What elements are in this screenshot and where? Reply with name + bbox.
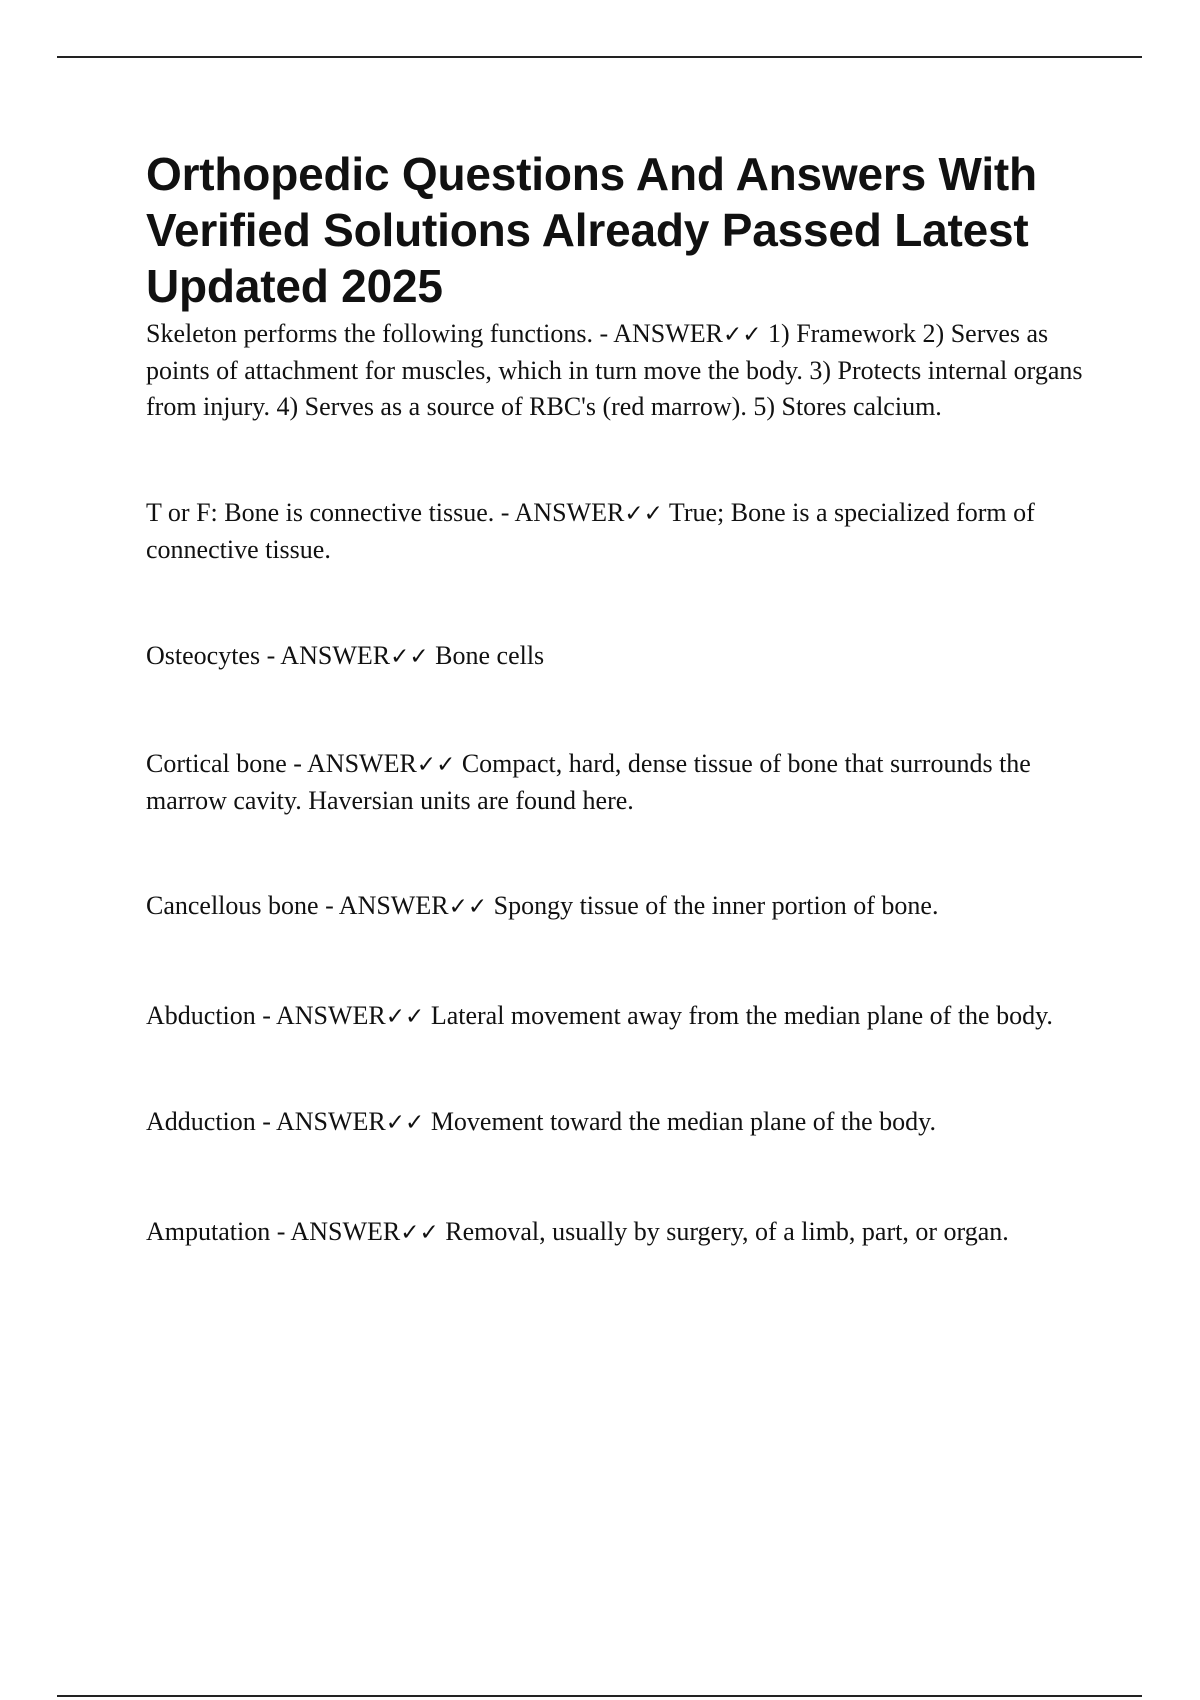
answer-text: True; Bone is a specialized form of connective tissue.: [146, 498, 1035, 564]
qa-item-5: [146, 888, 1096, 925]
qa-item-3: [146, 638, 1096, 675]
question-text: Osteocytes - ANSWER: [146, 641, 391, 670]
qa-item-1: [146, 316, 1096, 425]
checkmark-icon: ✓✓: [385, 1110, 425, 1136]
question-text: T or F: Bone is connective tissue. - ANSWER: [146, 498, 625, 527]
qa-item-6: [146, 998, 1096, 1035]
answer-text: 1) Framework 2) Serves as points of attachment for muscles, which in turn move the body. 3) Protects internal organs from injury. 4) Serves as a source of RBC's (red marrow). 5) Stores calcium.: [146, 319, 1083, 421]
checkmark-icon: ✓✓: [722, 322, 762, 348]
checkmark-icon: ✓✓: [390, 644, 429, 670]
question-text: Adduction - ANSWER: [146, 1107, 386, 1136]
checkmark-icon: ✓✓: [448, 894, 488, 920]
top-rule: [57, 56, 1142, 58]
qa-item-8: [146, 1214, 1096, 1251]
document-title: Orthopedic Questions And Answers With Verified Solutions Already Passed Latest Updated 2025: [146, 148, 1037, 312]
answer-text: Spongy tissue of the inner portion of bone.: [487, 891, 939, 920]
question-text: Cortical bone - ANSWER: [146, 749, 417, 778]
answer-text: Movement toward the median plane of the body.: [424, 1107, 936, 1136]
checkmark-icon: ✓✓: [385, 1004, 425, 1030]
qa-item-4: [146, 746, 1096, 819]
question-text: Abduction - ANSWER: [146, 1001, 386, 1030]
answer-text: Bone cells: [428, 641, 545, 670]
bottom-rule: [57, 1695, 1142, 1697]
question-text: Skeleton performs the following functions. - ANSWER: [146, 319, 723, 348]
question-text: Cancellous bone - ANSWER: [146, 891, 449, 920]
answer-text: Removal, usually by surgery, of a limb, part, or organ.: [438, 1217, 1009, 1246]
checkmark-icon: ✓✓: [400, 1220, 439, 1246]
document-body: [146, 146, 1096, 1251]
qa-item-2: [146, 495, 1096, 568]
checkmark-icon: ✓✓: [416, 752, 456, 778]
answer-text: Compact, hard, dense tissue of bone that surrounds the marrow cavity. Haversian units are found here.: [146, 749, 1031, 815]
answer-text: Lateral movement away from the median plane of the body.: [424, 1001, 1053, 1030]
qa-item-7: [146, 1104, 1096, 1141]
checkmark-icon: ✓✓: [624, 501, 663, 527]
question-text: Amputation - ANSWER: [146, 1217, 401, 1246]
